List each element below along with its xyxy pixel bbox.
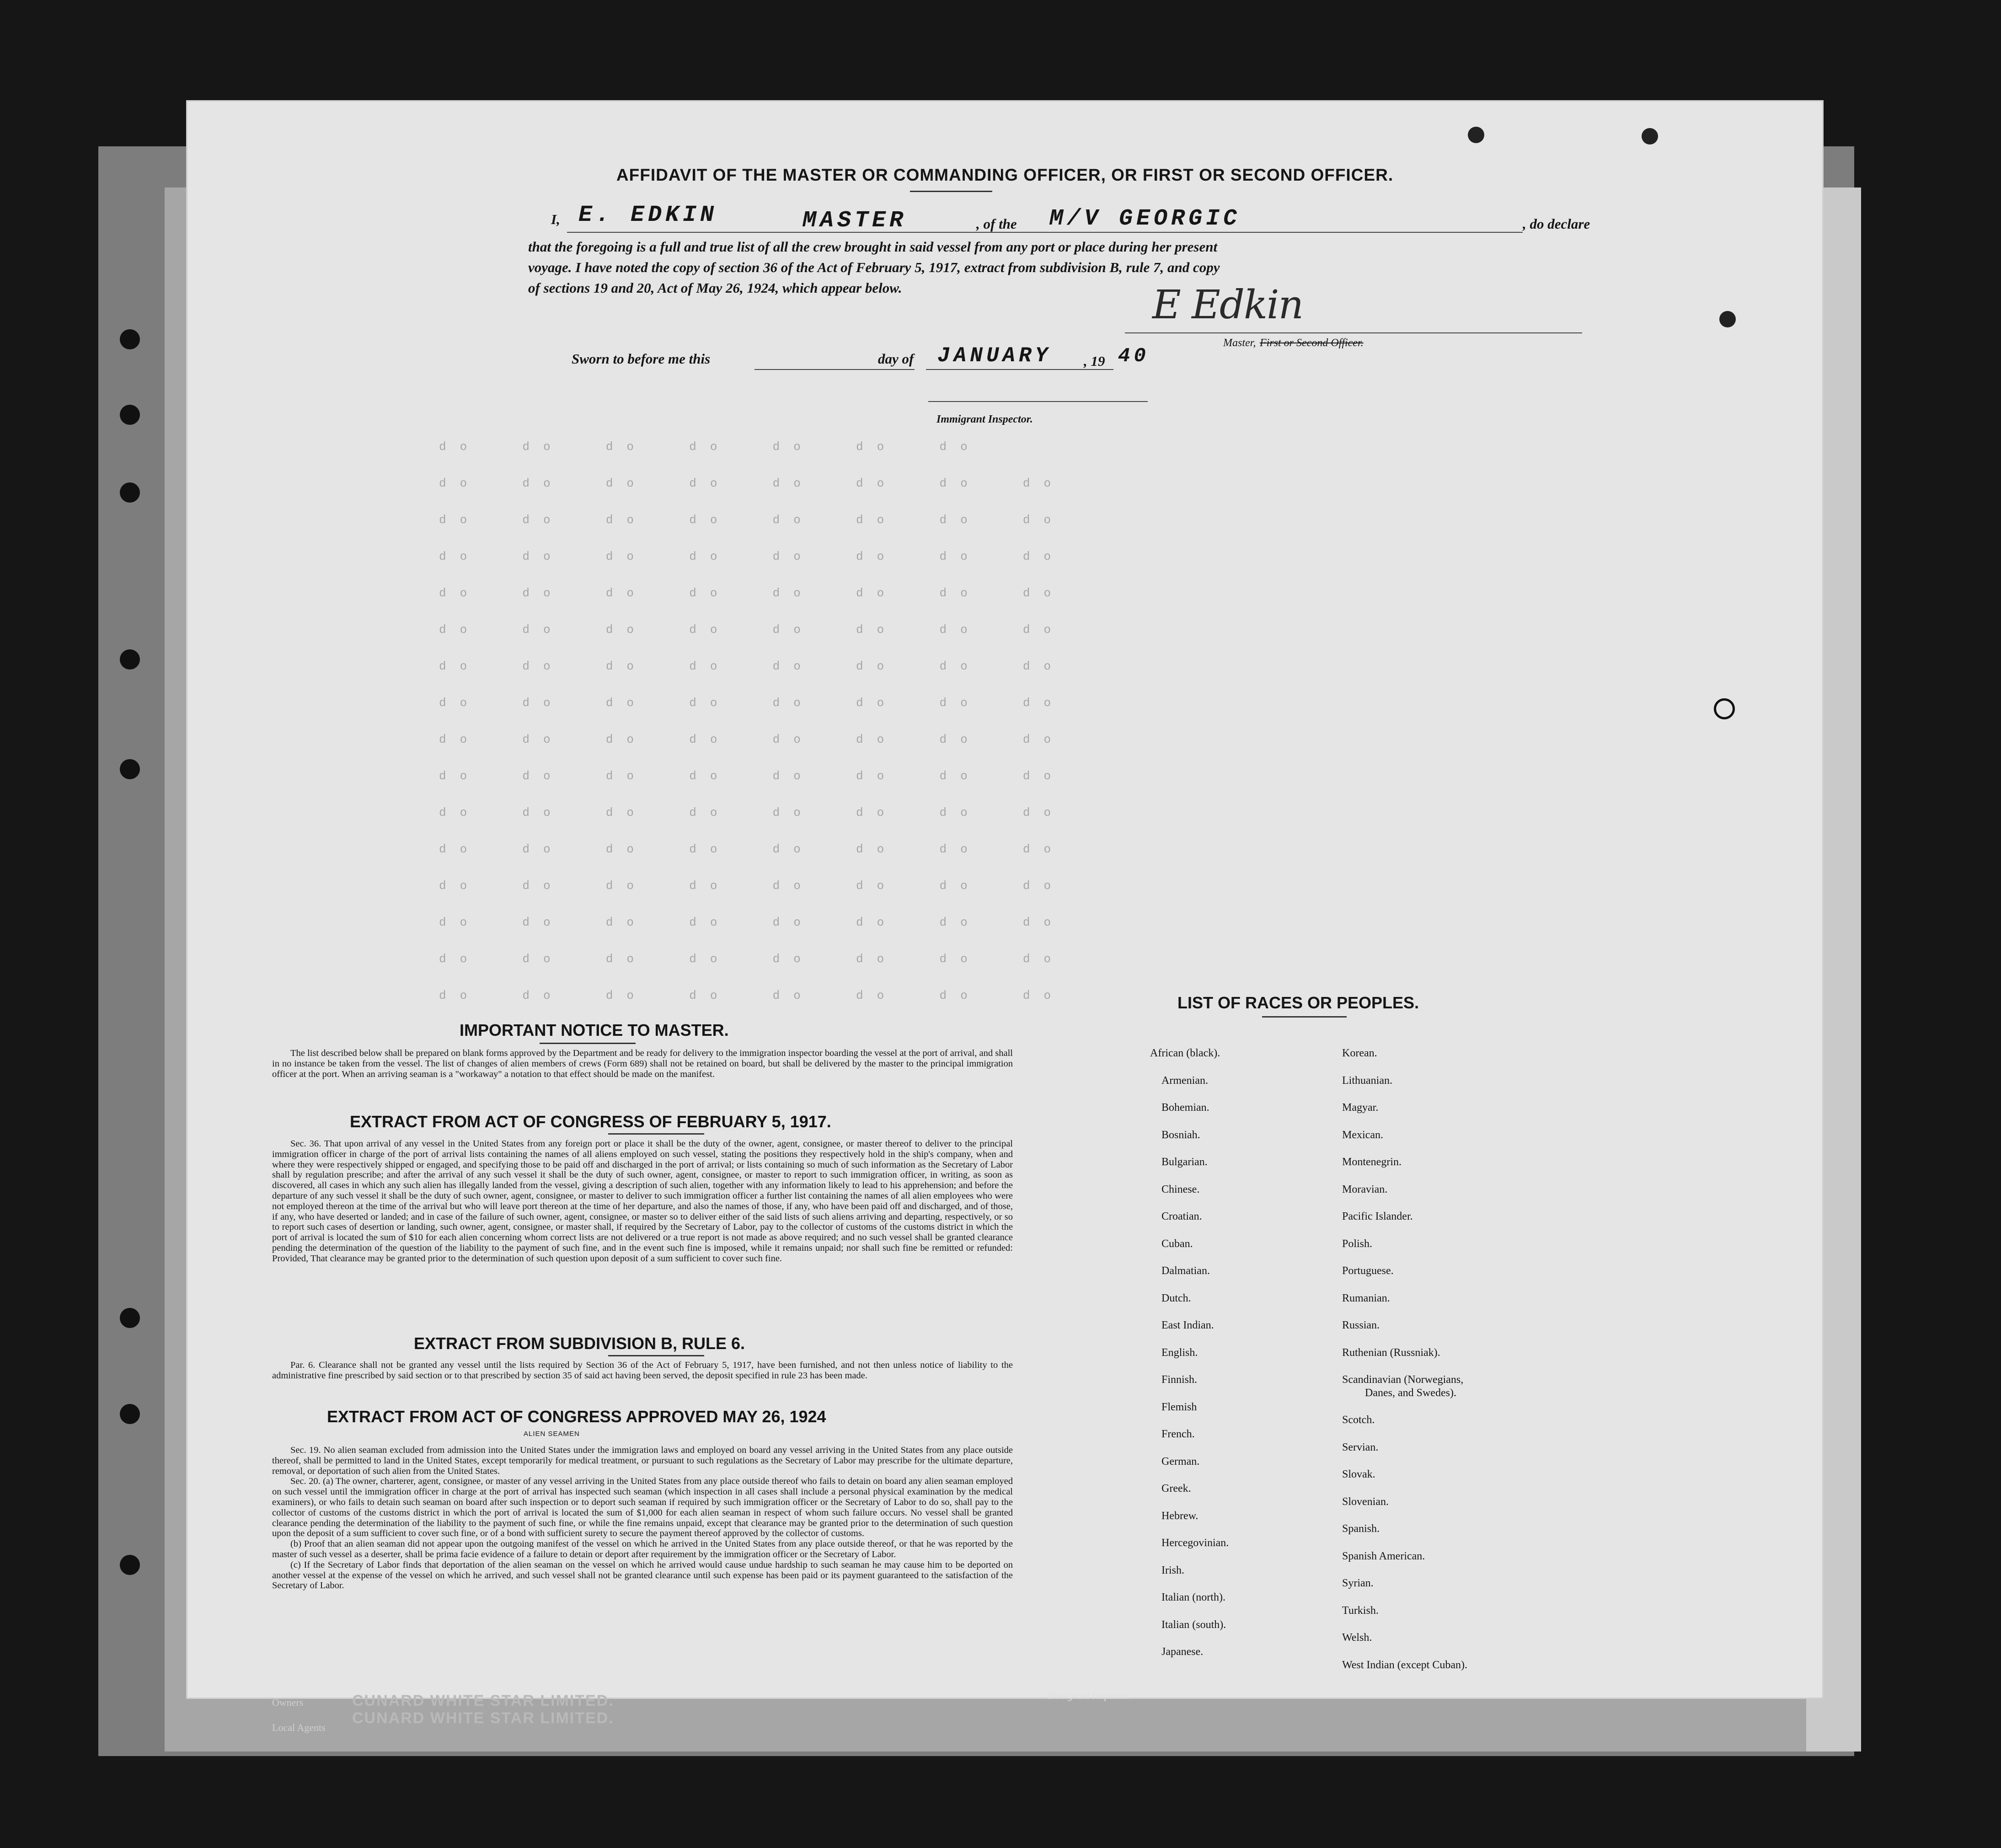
sworn-year: 40 bbox=[1118, 345, 1150, 368]
race-item: Cuban. bbox=[1161, 1237, 1193, 1250]
binder-hole bbox=[120, 405, 140, 425]
race-item: Greek. bbox=[1161, 1483, 1191, 1494]
race-item: Russian. bbox=[1342, 1319, 1380, 1331]
do-declare-text: , do declare bbox=[1523, 216, 1590, 232]
race-item: West Indian (except Cuban). bbox=[1342, 1659, 1467, 1671]
vessel-fill-line bbox=[1043, 232, 1523, 233]
race-item: Mexican. bbox=[1342, 1129, 1383, 1141]
race-item: Pacific Islander. bbox=[1342, 1211, 1413, 1222]
signature-caption-master: Master, bbox=[1223, 337, 1256, 349]
local-agents-label: Local Agents bbox=[272, 1722, 326, 1733]
race-item: Japanese. bbox=[1161, 1646, 1204, 1658]
race-item: Spanish American. bbox=[1342, 1550, 1425, 1562]
bleed-through-text: do do do do do do do do bbox=[439, 477, 1065, 490]
agents-stamp: CUNARD WHITE STAR LIMITED. bbox=[352, 1709, 614, 1727]
binder-hole bbox=[120, 649, 140, 670]
bleed-through-text: do do do do do do do do bbox=[439, 806, 1065, 820]
inspector-caption: Immigrant Inspector. bbox=[936, 413, 1033, 425]
sworn-day-line bbox=[754, 369, 915, 370]
manifest-page bbox=[187, 102, 1822, 1698]
race-item: Welsh. bbox=[1342, 1632, 1372, 1644]
sworn-prefix: Sworn to before me this bbox=[572, 351, 711, 367]
day-of-text: day of bbox=[878, 351, 914, 367]
race-item: Danes, and Swedes). bbox=[1365, 1387, 1456, 1399]
punch-hole bbox=[1468, 127, 1484, 143]
master-name: E. EDKIN bbox=[578, 202, 718, 228]
race-item: Italian (north). bbox=[1161, 1591, 1225, 1603]
extract-1917-heading: EXTRACT FROM ACT OF CONGRESS OF FEBRUARY 5, 1917. bbox=[350, 1112, 831, 1131]
race-item: German. bbox=[1161, 1455, 1200, 1468]
binder-hole bbox=[120, 1404, 140, 1424]
race-item: Slovak. bbox=[1342, 1468, 1375, 1480]
title-rule bbox=[910, 191, 992, 192]
declaration-line-2: that the foregoing is a full and true list of all the crew brought in said vessel from any port or place during her present bbox=[528, 239, 1218, 255]
bleed-through-text: do do do do do do do do bbox=[439, 916, 1065, 929]
races-rule bbox=[1262, 1016, 1347, 1018]
owners-stamp: CUNARD WHITE STAR LIMITED. bbox=[352, 1692, 614, 1709]
master-signature: E Edkin bbox=[1152, 282, 1303, 328]
binder-hole bbox=[120, 329, 140, 349]
race-item: Montenegrin. bbox=[1342, 1156, 1402, 1168]
race-item: Polish. bbox=[1342, 1237, 1373, 1250]
binder-hole bbox=[120, 1308, 140, 1328]
race-item: Bohemian. bbox=[1161, 1102, 1209, 1114]
race-item: Servian. bbox=[1342, 1441, 1379, 1453]
master-rank: MASTER bbox=[803, 208, 907, 234]
notice-heading: IMPORTANT NOTICE TO MASTER. bbox=[460, 1021, 729, 1039]
bleed-through-text: do do do do do do do do bbox=[439, 696, 1065, 710]
race-item: Finnish. bbox=[1161, 1374, 1198, 1386]
race-item: Irish. bbox=[1161, 1564, 1184, 1576]
race-item: Croatian. bbox=[1161, 1211, 1202, 1222]
race-item: Dalmatian. bbox=[1161, 1265, 1210, 1277]
race-item: Moravian. bbox=[1342, 1183, 1388, 1195]
extract-rule6-rule bbox=[608, 1355, 704, 1356]
race-item: Korean. bbox=[1342, 1047, 1377, 1059]
signature-caption-struck: First or Second Officer. bbox=[1260, 337, 1364, 349]
signature-line bbox=[1125, 332, 1582, 333]
extract-1917-rule bbox=[608, 1133, 704, 1135]
race-item: Portuguese. bbox=[1342, 1265, 1394, 1277]
race-item: Turkish. bbox=[1342, 1604, 1379, 1617]
races-heading: LIST OF RACES OR PEOPLES. bbox=[1177, 993, 1419, 1012]
race-item: Bosniah. bbox=[1161, 1129, 1200, 1141]
bleed-through-text: do do do do do do do do bbox=[439, 952, 1065, 966]
owners-label: Owners bbox=[272, 1697, 304, 1708]
bleed-through-text: do do do do do do do do bbox=[439, 550, 1065, 563]
bleed-through-text: do do do do do do do do bbox=[439, 513, 1065, 527]
race-item: East Indian. bbox=[1161, 1319, 1214, 1331]
race-item: English. bbox=[1161, 1346, 1198, 1359]
extract-rule6-heading: EXTRACT FROM SUBDIVISION B, RULE 6. bbox=[414, 1334, 745, 1353]
inspector-signature-line bbox=[928, 401, 1148, 402]
race-item: Bulgarian. bbox=[1161, 1156, 1208, 1168]
race-item: Lithuanian. bbox=[1342, 1074, 1392, 1087]
extract-1917-text: Sec. 36. That upon arrival of any vessel in the United States from any foreign port or place it shall be the duty of the owner, agent, consignee, or master thereof to deliver to the principal immigration officer in charge of the port of arrival lists containing the names of all aliens employed on such vessel, stating the positions they respectively hold in the ship's company, when and where they were respectively shipped or engaged, and specifying those to be paid off and discharged in the port of arrival; or lists containing so much of such information as the Secretary of Labor shall by regulation prescribe; and after the arrival of any such vessel it shall be the duty of such owner, agent, consignee, or master to report to such immigration officer, in writing, as soon as discovered, all cases in which any such alien has illegally landed from the vessel, giving a description of such alien, together with any information likely to lead to his apprehension; and before the departure of any such vessel it shall be the duty of such owner, agent, consignee, or master to deliver to such immigration officer a further list containing the names of all alien employees who were not employed thereon at the time of the arrival but who will leave port thereon at the time of her departure, and also the names of those, if any, who have been paid off and discharged, and of those, if any, who have deserted or landed; and in case of the failure of such owner, agent, consignee, or master so to deliver either of the said lists of such aliens arriving and departing, respectively, or so to report such cases of desertion or landing, such owner, agent, consignee, or master shall, if required by the Secretary of Labor, pay to the collector of customs of the customs district in which the port of arrival is located the sum of $10 for each alien concerning whom correct lists are not delivered or a true report is not made as above required; and no such vessel shall be granted clearance pending the determination of the question of the liability to the payment of such fine, and in the event such fine is imposed, while it remains unpaid; nor shall such fine be remitted or refunded: Provided, That clearance may be granted prior to the determination of such question upon deposit of a sum sufficient to cover such fine. bbox=[272, 1139, 1013, 1264]
race-item: Spanish. bbox=[1342, 1523, 1380, 1535]
race-item: Slovenian. bbox=[1342, 1495, 1389, 1508]
bleed-through-text: do do do do do do do do bbox=[439, 842, 1065, 856]
race-item: Italian (south). bbox=[1161, 1618, 1226, 1631]
race-item: Rumanian. bbox=[1342, 1292, 1390, 1304]
binder-hole bbox=[120, 759, 140, 779]
bleed-through-text: do do do do do do do do bbox=[439, 989, 1065, 1002]
bleed-through-text: do do do do do do do do bbox=[439, 733, 1065, 746]
bleed-through-text: do do do do do do do do bbox=[439, 879, 1065, 893]
race-item: Hercegovinian. bbox=[1161, 1537, 1229, 1549]
notice-rule bbox=[540, 1043, 636, 1044]
punch-hole bbox=[1642, 128, 1658, 145]
vessel-name: M/V GEORGIC bbox=[1049, 206, 1241, 232]
footer-inspector-caption: Immigrant Inspector. bbox=[1047, 1690, 1132, 1701]
alien-seamen-subheading: ALIEN SEAMEN bbox=[524, 1430, 580, 1438]
punch-hole bbox=[1719, 311, 1736, 327]
bleed-through-text: do do do do do do do do bbox=[439, 623, 1065, 637]
declaration-line-3: voyage. I have noted the copy of section 36 of the Act of February 5, 1917, extract from subdivision B, rule 7, and copy bbox=[528, 259, 1220, 275]
race-item: Armenian. bbox=[1161, 1074, 1208, 1087]
race-item: Syrian. bbox=[1342, 1577, 1374, 1589]
affidavit-title: AFFIDAVIT OF THE MASTER OR COMMANDING OFFICER, OR FIRST OR SECOND OFFICER. bbox=[616, 166, 1394, 184]
bleed-through-text: do do do do do do do do bbox=[439, 586, 1065, 600]
notice-text: The list described below shall be prepared on blank forms approved by the Department and be ready for delivery to the immigration inspector boarding the vessel at the port of arrival, and shall in no instance be taken from the vessel. The list of changes of alien members of crews (Form 689) shall not be retained on board, but shall be delivered by the master to the principal immigration officer at the port. When an arriving seaman is a "workaway" a notation to that effect should be made on the manifest. bbox=[272, 1048, 1013, 1079]
binder-hole bbox=[120, 482, 140, 503]
race-item: Scotch. bbox=[1342, 1414, 1375, 1426]
bleed-through-text: do do do do do do do do bbox=[439, 769, 1065, 783]
race-item: Ruthenian (Russniak). bbox=[1342, 1346, 1440, 1359]
year-prefix: , 19 bbox=[1084, 353, 1105, 369]
race-item: French. bbox=[1161, 1428, 1195, 1440]
sworn-month: JANUARY bbox=[937, 344, 1052, 368]
declaration-line-4: of sections 19 and 20, Act of May 26, 1924, which appear below. bbox=[528, 280, 902, 296]
of-the-text: , of the bbox=[976, 216, 1017, 232]
bleed-through-text: do do do do do do do do bbox=[439, 659, 1065, 673]
extract-rule6-text: Par. 6. Clearance shall not be granted any vessel until the lists required by Section 36 of the Act of February 5, 1917, have been furnished, and not then unless notice of liability to the administrative fine prescribed by said section or to that prescribed by section 35 of said act having been served, the deposit specified in rule 23 has been made. bbox=[272, 1360, 1013, 1381]
extract-1924-text: Sec. 19. No alien seaman excluded from admission into the United States under the immigration laws and employed on board any vessel arriving in the United States from any place outside thereof, shall be permitted to land in the United States, except temporarily for medical treatment, or pursuant to such regulations as the Secretary of Labor may prescribe for the ultimate departure, removal, or deportation of such alien from the United States. Sec. 20. (a) The owner, charterer, agent, consignee, or master of any vessel arriving in the United States from any place outside thereof who fails to detain on board any alien seaman employed on such vessel until the immigration officer in charge at the port of arrival has inspected such seaman (which inspection in all cases shall include a personal physical examination by the medical examiners), or who fails to detain such seaman on board after such inspection or to deport such seaman if required by such immigration officer or the Secretary of Labor to do so, shall pay to the collector of customs of the customs district in which the port of arrival is located the sum of $1,000 for each alien seaman in respect of whom such failure occurs. No vessel shall be granted clearance pending the determination of the liability to the payment of such fine, or while the fine remains unpaid, except that clearance may be granted prior to the determination of such question upon the deposit of a sum sufficient to cover such fine, or of a bond with sufficient surety to secure the payment thereof approved by the collector of customs. (b) Proof that an alien seaman did not appear upon the outgoing manifest of the vessel on which he arrived in the United States from any place outside thereof, or that he was reported by the master of such vessel as a deserter, shall be prima facie evidence of a failure to detain or deport after requirement by the immigration officer or the Secretary of Labor. (c) If the Secretary of Labor finds that deportation of the alien seaman on the vessel on which he arrived would cause undue hardship to such seaman he may cause him to be deported on another vessel at the expense of the vessel on which he arrived, and such vessel shall not be granted clearance until such expense has been paid or its payment guaranteed to the satisfaction of the Secretary of Labor. bbox=[272, 1445, 1013, 1591]
extract-1924-heading: EXTRACT FROM ACT OF CONGRESS APPROVED MAY 26, 1924 bbox=[327, 1407, 826, 1426]
bleed-through-text: do do do do do do do bbox=[439, 440, 981, 454]
race-item: Magyar. bbox=[1342, 1102, 1379, 1114]
race-item: Dutch. bbox=[1161, 1292, 1191, 1304]
race-item: Scandinavian (Norwegians, bbox=[1342, 1374, 1464, 1386]
race-item: Chinese. bbox=[1161, 1183, 1200, 1195]
ring-mark bbox=[1714, 698, 1735, 719]
race-item: Flemish bbox=[1161, 1401, 1197, 1413]
binder-hole bbox=[120, 1555, 140, 1575]
race-item: African (black). bbox=[1150, 1047, 1220, 1059]
declaration-i: I, bbox=[551, 211, 560, 227]
race-item: Hebrew. bbox=[1161, 1510, 1198, 1522]
